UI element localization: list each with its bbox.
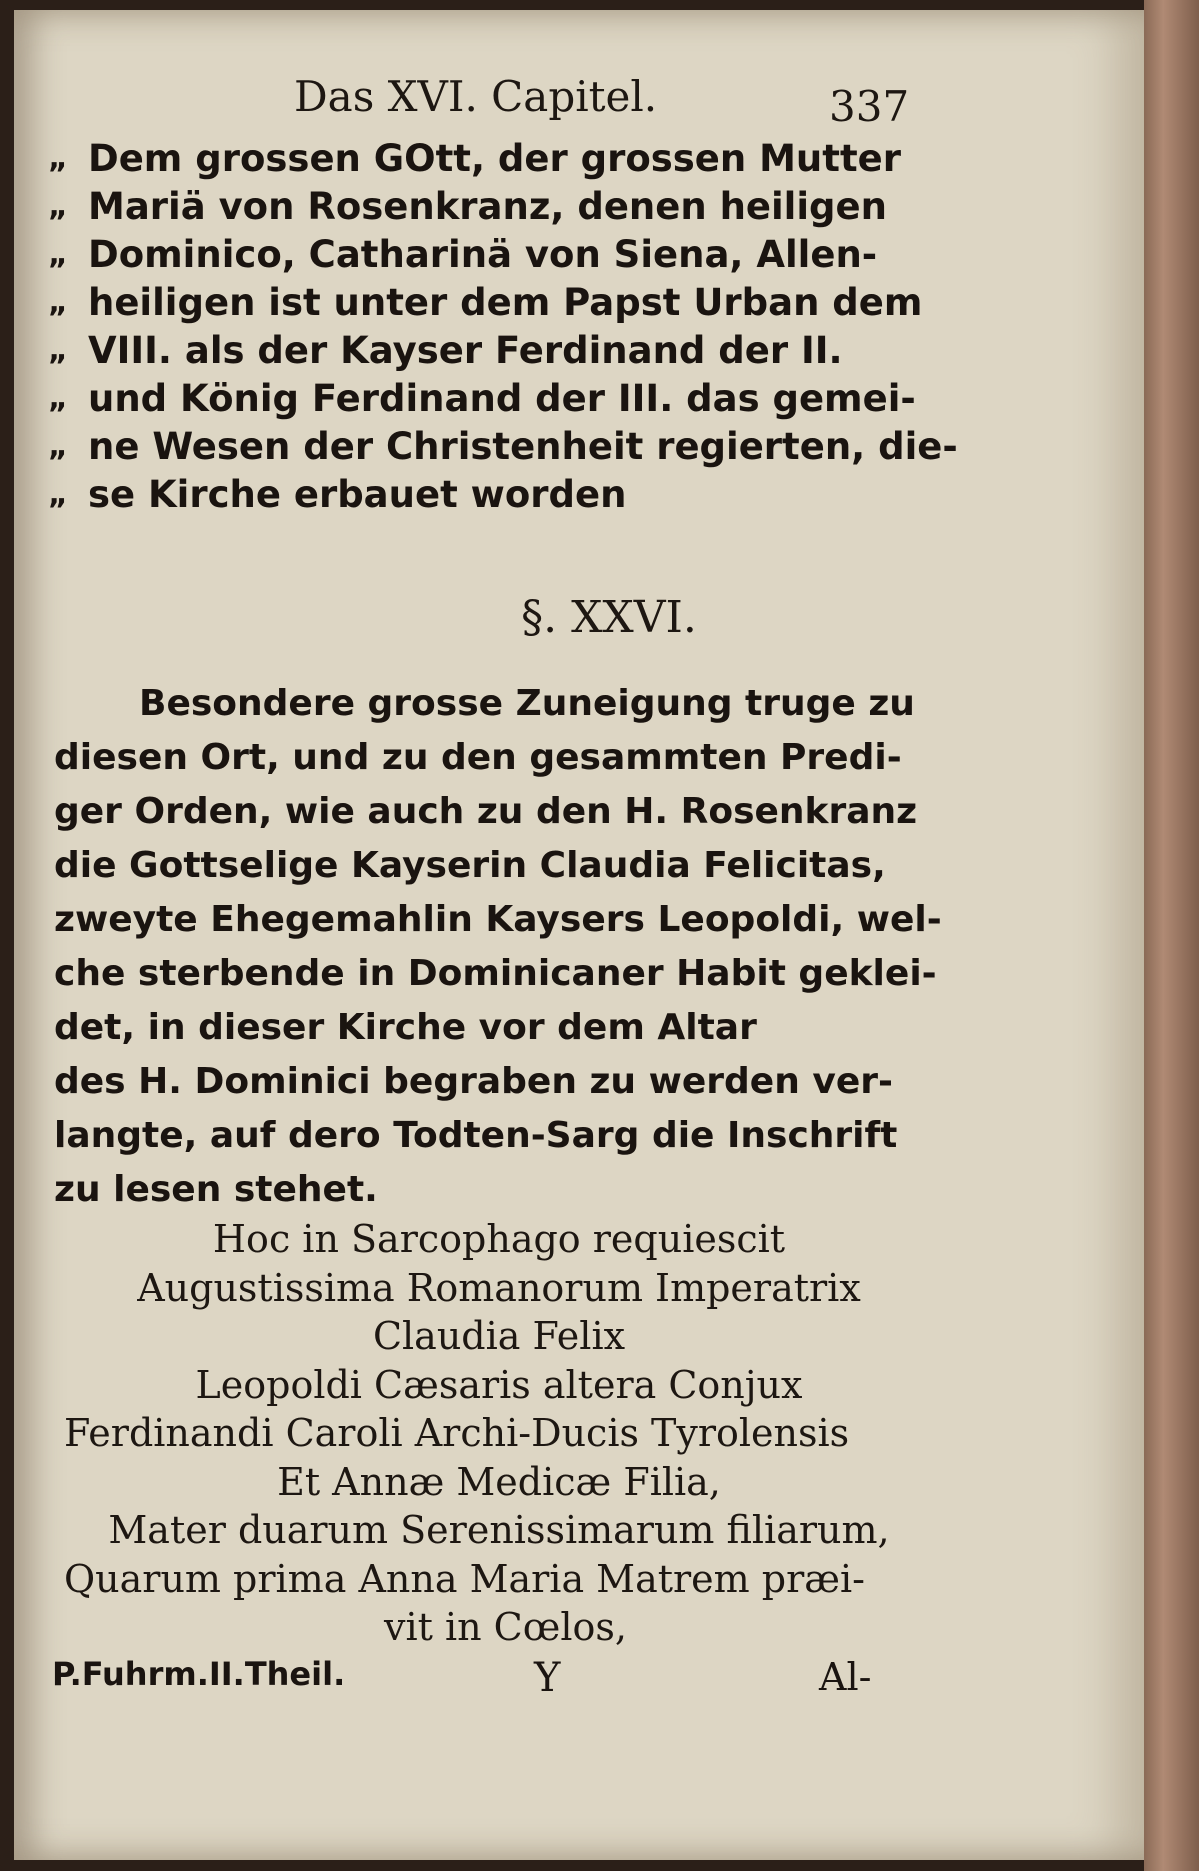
quote-line <box>48 279 948 327</box>
page-header <box>14 72 1144 132</box>
page <box>14 10 1144 1860</box>
section-heading: §. XXVI. <box>521 592 697 643</box>
quote-mark: „ <box>48 237 68 272</box>
quote-text: Dem grossen GOtt, der grossen Mutter <box>88 137 901 180</box>
quote-line <box>48 423 958 471</box>
quoted-inscription-block <box>48 135 958 519</box>
paragraph-line: langte, auf dero Todten-Sarg die Inschrift <box>54 1115 898 1156</box>
quote-text: Dominico, Catharinä von Siena, Allen- <box>88 233 878 276</box>
printer-signature: P.Fuhrm.II.Theil. <box>52 1655 346 1693</box>
paragraph-line: det, in dieser Kirche vor dem Altar <box>54 1007 757 1048</box>
page-edge <box>1144 0 1199 1871</box>
body-paragraph <box>54 677 944 1217</box>
paragraph-line: zu lesen stehet. <box>54 1169 378 1210</box>
inscription-line: Hoc in Sarcophago requiescit <box>212 1217 786 1261</box>
inscription-line: Leopoldi Cæsaris altera Conjux <box>195 1362 803 1407</box>
paragraph-line: ger Orden, wie auch zu den H. Rosenkranz <box>54 791 918 832</box>
quote-text: und König Ferdinand der III. das gemei- <box>88 377 916 420</box>
quote-text: Mariä von Rosenkranz, denen heiligen <box>88 185 887 228</box>
quote-line <box>48 231 948 279</box>
inscription-line: Claudia Felix <box>372 1314 626 1358</box>
quote-line <box>48 471 948 519</box>
paragraph-line: zweyte Ehegemahlin Kaysers Leopoldi, wel- <box>54 899 942 940</box>
quote-text: se Kirche erbauet worden <box>88 473 627 516</box>
paragraph-line: che sterbende in Dominicaner Habit geklei- <box>54 953 937 994</box>
inscription-line: Mater duarum Serenissimarum filiarum, <box>108 1508 890 1552</box>
quote-line <box>48 183 948 231</box>
quote-mark: „ <box>48 285 68 320</box>
catchword: Al- <box>819 1655 872 1699</box>
quote-text: heiligen ist unter dem Papst Urban dem <box>88 281 923 324</box>
page-footer <box>14 1655 1144 1715</box>
inscription-line: Augustissima Romanorum Imperatrix <box>137 1265 861 1310</box>
quote-line <box>48 327 948 375</box>
quote-mark: „ <box>48 333 68 368</box>
quote-line <box>48 375 948 423</box>
page-number: 337 <box>829 82 910 131</box>
quote-line <box>48 135 948 183</box>
inscription-line: Ferdinandi Caroli Archi-Ducis Tyrolensis <box>64 1411 850 1455</box>
inscription-line: vit in Cœlos, <box>384 1605 627 1649</box>
quote-mark: „ <box>48 141 68 176</box>
paragraph-line: Besondere grosse Zuneigung truge zu <box>139 683 915 724</box>
quote-text: VIII. als der Kayser Ferdinand der II. <box>88 329 843 372</box>
sheet-signature-mark: Y <box>534 1655 561 1701</box>
quote-text: ne Wesen der Christenheit regierten, die- <box>88 425 958 468</box>
paragraph-line: des H. Dominici begraben zu werden ver- <box>54 1061 893 1102</box>
inscription-line: Et Annæ Medicæ Filia, <box>277 1459 721 1504</box>
inscription-line: Quarum prima Anna Maria Matrem præi- <box>64 1556 865 1601</box>
quote-mark: „ <box>48 189 68 224</box>
running-head: Das XVI. Capitel. <box>294 72 658 121</box>
paragraph-line: diesen Ort, und zu den gesammten Predi- <box>54 737 902 778</box>
quote-mark: „ <box>48 381 68 416</box>
latin-inscription <box>54 1215 944 1652</box>
quote-mark: „ <box>48 477 68 512</box>
paragraph-line: die Gottselige Kayserin Claudia Felicitas, <box>54 845 886 886</box>
quote-mark: „ <box>48 429 68 464</box>
